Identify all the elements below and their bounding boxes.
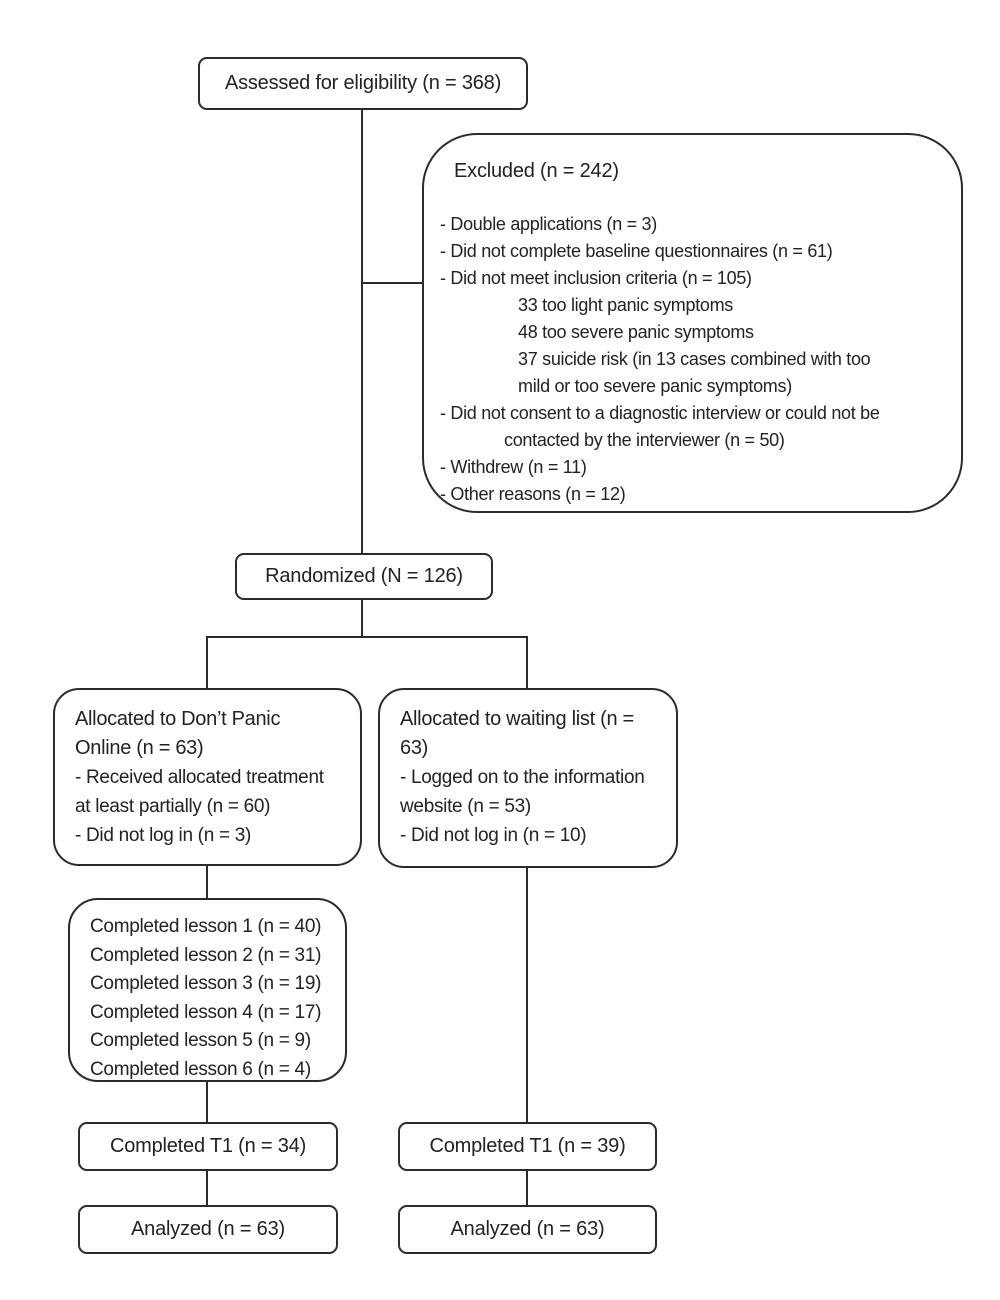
completed-t1-dpo-label: Completed T1 (n = 34) [109, 1135, 307, 1157]
analyzed-dpo-label: Analyzed (n = 63) [131, 1218, 285, 1240]
allocation-waitlist-line: 63) [400, 737, 429, 759]
excluded-item: - Other reasons (n = 12) [440, 484, 626, 504]
connector-waitlist-allocation-to-t1 [526, 866, 528, 1123]
analyzed-dpo-box [78, 1205, 338, 1254]
excluded-subitem: 37 suicide risk (in 13 cases combined with too [518, 349, 871, 369]
allocation-waitlist-line: Allocated to waiting list (n = [400, 708, 634, 730]
excluded-item: - Withdrew (n = 11) [440, 457, 587, 477]
completed-t1-waitlist-label: Completed T1 (n = 39) [429, 1135, 626, 1157]
assessed-box [198, 57, 528, 110]
allocation-waitlist-line: website (n = 53) [400, 796, 531, 817]
connector-to-excluded [362, 282, 422, 284]
randomized-box [235, 553, 493, 600]
excluded-box [422, 133, 963, 513]
excluded-item: - Did not consent to a diagnostic interview or could not be [440, 403, 880, 423]
analyzed-waitlist-label: Analyzed (n = 63) [450, 1218, 605, 1240]
lesson-line: Completed lesson 4 (n = 17) [90, 1001, 322, 1023]
connector-randomized-to-branch [361, 599, 363, 637]
allocation-dpo-line: Online (n = 63) [75, 737, 204, 759]
allocation-waitlist-box [378, 688, 678, 868]
allocation-dpo-line: Allocated to Don’t Panic [75, 708, 281, 730]
assessed-label: Assessed for eligibility (n = 368) [224, 72, 502, 94]
lessons-box [68, 898, 347, 1082]
connector-t1-to-analyzed-dpo [206, 1170, 208, 1206]
lesson-line: Completed lesson 5 (n = 9) [90, 1030, 311, 1051]
completed-t1-waitlist-box [398, 1122, 657, 1171]
randomized-label: Randomized (N = 126) [265, 565, 463, 587]
connector-t1-to-analyzed-waitlist [526, 1170, 528, 1206]
excluded-title: Excluded (n = 242) [454, 160, 619, 182]
connector-dpo-allocation-to-lessons [206, 864, 208, 899]
analyzed-waitlist-box [398, 1205, 657, 1254]
allocation-waitlist-line: - Logged on to the information [400, 767, 645, 788]
lesson-line: Completed lesson 1 (n = 40) [90, 916, 322, 937]
allocation-dpo-line: at least partially (n = 60) [75, 796, 271, 817]
connector-branch-to-dpo-allocation [206, 636, 208, 689]
lesson-line: Completed lesson 6 (n = 4) [90, 1058, 311, 1080]
excluded-subitem: mild or too severe panic symptoms) [518, 376, 792, 396]
excluded-subitem: 48 too severe panic symptoms [518, 322, 754, 342]
completed-t1-dpo-box [78, 1122, 338, 1171]
allocation-waitlist-line: - Did not log in (n = 10) [400, 825, 587, 846]
excluded-item: - Did not meet inclusion criteria (n = 105) [440, 268, 752, 288]
excluded-item: - Did not complete baseline questionnaires (n = 61) [440, 241, 833, 261]
connector-lessons-to-t1-dpo [206, 1081, 208, 1123]
allocation-dpo-line: - Did not log in (n = 3) [75, 825, 252, 846]
connector-branch-to-waitlist-allocation [526, 636, 528, 689]
excluded-item: - Double applications (n = 3) [440, 214, 657, 234]
lesson-line: Completed lesson 3 (n = 19) [90, 973, 322, 994]
allocation-dpo-line: - Received allocated treatment [75, 767, 324, 788]
lesson-line: Completed lesson 2 (n = 31) [90, 944, 322, 966]
allocation-dpo-box [53, 688, 362, 866]
excluded-subitem: contacted by the interviewer (n = 50) [504, 430, 785, 450]
connector-assessed-to-randomized [361, 109, 363, 554]
excluded-subitem: 33 too light panic symptoms [518, 295, 734, 315]
branch-horizontal-line [206, 636, 528, 638]
